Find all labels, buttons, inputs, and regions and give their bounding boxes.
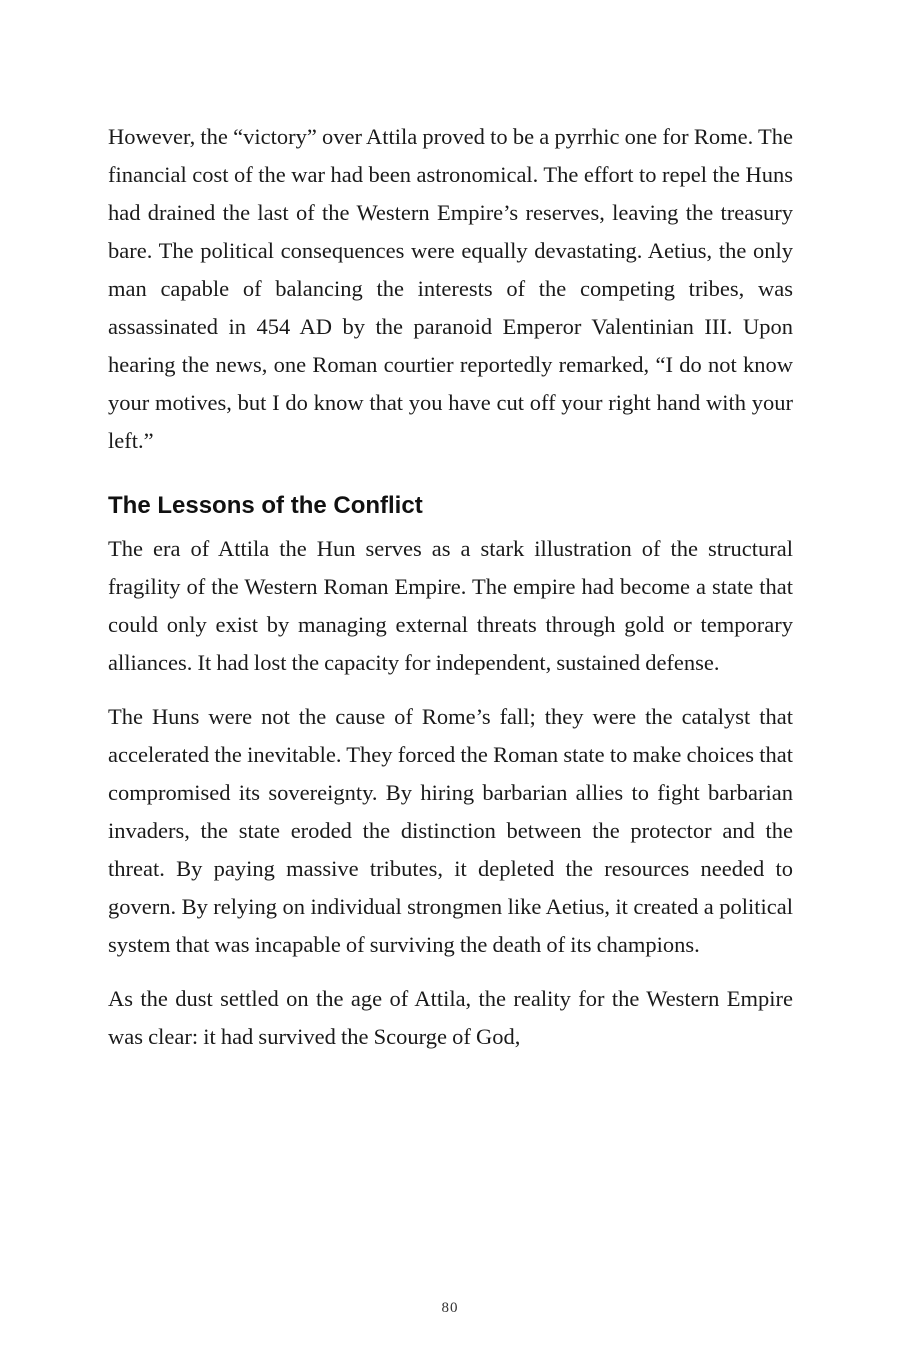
paragraph-pyrrhic-victory: However, the “victory” over Attila proved to be a pyrrhic one for Rome. The financial cost of the war had been astronomical. The effort to repel the Huns had drained the last of the Western Empire’s reserves, leaving the treasury bare. The political consequences were equally devastating. Aetius, the only man capable of balancing the interests of the competing tribes, was assassinated in 454 AD by the paranoid Emperor Valentinian III. Upon hearing the news, one Roman courtier reportedly remarked, “I do not know your motives, but I do know that you have cut off your right hand with your left.” xyxy=(108,124,793,453)
paragraph-dust-settled: As the dust settled on the age of Attila, the reality for the Western Empire was clear: it had survived the Scourge of God, xyxy=(108,986,793,1049)
paragraph-huns-catalyst: The Huns were not the cause of Rome’s fall; they were the catalyst that accelerated the inevitable. They forced the Roman state to make choices that compromised its sovereignty. By hiring barbarian allies to fight barbarian invaders, the state eroded the distinction between the protector and the threat. By paying massive tributes, it depleted the resources needed to govern. By relying on individual strongmen like Aetius, it created a political system that was incapable of surviving the death of its champions. xyxy=(108,704,793,957)
section-heading: The Lessons of the Conflict xyxy=(108,492,423,519)
page-body xyxy=(108,118,793,1056)
page-number: 80 xyxy=(441,1300,459,1316)
paragraph-structural-fragility: The era of Attila the Hun serves as a stark illustration of the structural fragility of the Western Roman Empire. The empire had become a state that could only exist by managing external threats through gold or temporary alliances. It had lost the capacity for independent, sustained defense. xyxy=(108,536,793,675)
